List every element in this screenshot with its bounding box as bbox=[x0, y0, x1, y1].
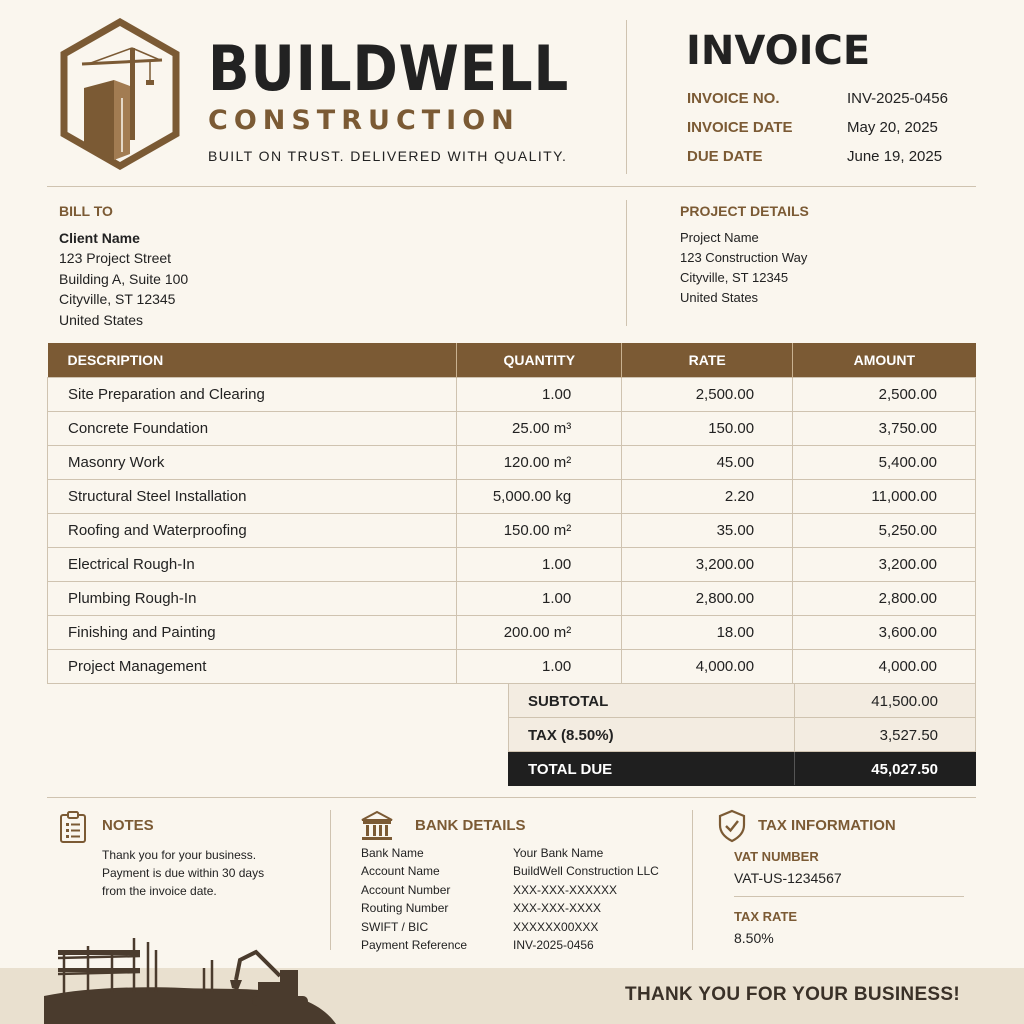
notes-line: Thank you for your business. bbox=[102, 848, 257, 862]
item-amount: 3,200.00 bbox=[793, 547, 976, 581]
bank-row-label: Account Number bbox=[361, 882, 451, 897]
project-line: Cityville, ST 12345 bbox=[680, 270, 789, 285]
bank-row bbox=[361, 883, 681, 901]
tax-info-title: TAX INFORMATION bbox=[758, 817, 896, 834]
table-row bbox=[48, 479, 976, 513]
item-description: Structural Steel Installation bbox=[48, 479, 457, 513]
bank-row bbox=[361, 846, 681, 864]
bank-row-label: Bank Name bbox=[361, 846, 424, 860]
item-quantity: 1.00 bbox=[457, 547, 622, 581]
table-row bbox=[48, 445, 976, 479]
item-quantity: 200.00 m² bbox=[457, 616, 622, 650]
tax-rate-label: TAX RATE bbox=[734, 909, 798, 924]
table-row bbox=[48, 513, 976, 547]
item-rate: 4,000.00 bbox=[622, 650, 793, 684]
item-description: Finishing and Painting bbox=[48, 616, 457, 650]
total-due-value: 45,027.50 bbox=[871, 761, 938, 778]
bill-to-line: United States bbox=[59, 311, 144, 328]
address-divider bbox=[626, 200, 627, 326]
bill-to-address bbox=[59, 228, 188, 330]
brand-tagline: BUILT ON TRUST. DELIVERED WITH QUALITY. bbox=[208, 148, 568, 164]
item-amount: 4,000.00 bbox=[793, 650, 976, 684]
item-description: Masonry Work bbox=[48, 445, 457, 479]
item-rate: 2,500.00 bbox=[622, 377, 793, 411]
thank-you-message: THANK YOU FOR YOUR BUSINESS! bbox=[625, 984, 960, 1005]
item-quantity: 120.00 m² bbox=[457, 445, 622, 479]
subtotal-label: SUBTOTAL bbox=[528, 693, 609, 710]
total-due-row bbox=[508, 752, 976, 786]
table-row bbox=[48, 411, 976, 445]
project-address bbox=[680, 228, 807, 308]
header-rule bbox=[47, 186, 976, 187]
item-rate: 150.00 bbox=[622, 411, 793, 445]
item-quantity: 5,000.00 kg bbox=[457, 479, 622, 513]
bill-to-line: Building A, Suite 100 bbox=[59, 270, 189, 287]
bank-row-value: XXX-XXX-XXXXXX bbox=[513, 882, 618, 897]
invoice-date-value: May 20, 2025 bbox=[847, 119, 938, 136]
brand-name: BUILDWELL bbox=[208, 32, 570, 105]
table-row bbox=[48, 616, 976, 650]
table-row bbox=[48, 582, 976, 616]
item-description: Site Preparation and Clearing bbox=[48, 377, 457, 411]
bill-to-line: Client Name bbox=[59, 230, 140, 246]
table-header-row bbox=[48, 343, 976, 377]
table-row bbox=[48, 650, 976, 684]
item-description: Roofing and Waterproofing bbox=[48, 513, 457, 547]
total-due-label: TOTAL DUE bbox=[528, 761, 613, 778]
project-line: 123 Construction Way bbox=[680, 250, 808, 265]
item-quantity: 150.00 m² bbox=[457, 513, 622, 547]
bottom-divider-2 bbox=[692, 810, 693, 950]
item-quantity: 1.00 bbox=[457, 650, 622, 684]
bank-row bbox=[361, 938, 681, 956]
item-amount: 5,400.00 bbox=[793, 445, 976, 479]
bank-row-label: Payment Reference bbox=[361, 937, 468, 952]
clipboard-icon bbox=[59, 811, 87, 843]
item-amount: 5,250.00 bbox=[793, 513, 976, 547]
due-date-label: DUE DATE bbox=[687, 148, 763, 165]
item-rate: 45.00 bbox=[622, 445, 793, 479]
brand-block bbox=[208, 32, 618, 164]
subtotal-row bbox=[508, 684, 976, 718]
company-logo-icon bbox=[58, 18, 182, 170]
invoice-number-label: INVOICE NO. bbox=[687, 90, 780, 107]
brand-subtitle: CONSTRUCTION bbox=[208, 105, 520, 136]
table-row bbox=[48, 547, 976, 581]
column-header-description: DESCRIPTION bbox=[48, 343, 457, 377]
item-rate: 18.00 bbox=[622, 616, 793, 650]
notes-text bbox=[102, 846, 264, 900]
header-divider bbox=[626, 20, 627, 174]
bank-row-value: INV-2025-0456 bbox=[513, 937, 594, 952]
bank-row bbox=[361, 920, 681, 938]
item-rate: 3,200.00 bbox=[622, 547, 793, 581]
footer-rule bbox=[47, 797, 976, 798]
bill-to-line: 123 Project Street bbox=[59, 250, 172, 267]
bank-details-title: BANK DETAILS bbox=[415, 817, 526, 834]
vat-number-value: VAT-US-1234567 bbox=[734, 870, 842, 886]
tax-info-rule bbox=[734, 896, 964, 897]
vat-number-label: VAT NUMBER bbox=[734, 849, 819, 864]
subtotal-value: 41,500.00 bbox=[871, 693, 938, 710]
notes-line: from the invoice date. bbox=[102, 884, 217, 898]
notes-line: Payment is due within 30 days bbox=[102, 866, 265, 880]
invoice-date-row bbox=[687, 119, 977, 139]
bank-row-value: BuildWell Construction LLC bbox=[513, 864, 659, 879]
bank-details-list bbox=[361, 846, 681, 956]
item-rate: 2.20 bbox=[622, 479, 793, 513]
totals-block bbox=[508, 684, 976, 786]
tax-value: 3,527.50 bbox=[879, 727, 938, 744]
invoice-title: INVOICE bbox=[686, 28, 871, 74]
bank-row-value: XXX-XXX-XXXX bbox=[513, 901, 602, 916]
column-header-quantity: QUANTITY bbox=[457, 343, 622, 377]
due-date-row bbox=[687, 148, 977, 168]
item-description: Electrical Rough-In bbox=[48, 547, 457, 581]
item-rate: 35.00 bbox=[622, 513, 793, 547]
invoice-number-value: INV-2025-0456 bbox=[847, 90, 948, 107]
project-line: United States bbox=[680, 290, 759, 305]
item-amount: 2,500.00 bbox=[793, 377, 976, 411]
project-details-label: PROJECT DETAILS bbox=[680, 203, 809, 219]
shield-check-icon bbox=[717, 809, 747, 843]
item-description: Project Management bbox=[48, 650, 457, 684]
item-amount: 11,000.00 bbox=[793, 479, 976, 513]
column-header-rate: RATE bbox=[622, 343, 793, 377]
bank-row-label: Account Name bbox=[361, 864, 440, 879]
tax-label: TAX (8.50%) bbox=[528, 727, 614, 744]
bank-icon bbox=[360, 810, 394, 842]
item-amount: 3,750.00 bbox=[793, 411, 976, 445]
item-quantity: 1.00 bbox=[457, 582, 622, 616]
item-amount: 3,600.00 bbox=[793, 616, 976, 650]
due-date-value: June 19, 2025 bbox=[847, 148, 943, 165]
bank-row bbox=[361, 901, 681, 919]
bank-row-value: XXXXXX00XXX bbox=[513, 919, 599, 934]
invoice-number-row bbox=[687, 90, 977, 110]
bank-row-label: Routing Number bbox=[361, 901, 449, 916]
bill-to-line: Cityville, ST 12345 bbox=[59, 291, 176, 308]
column-header-amount: AMOUNT bbox=[793, 343, 976, 377]
project-line: Project Name bbox=[680, 230, 759, 245]
tax-row bbox=[508, 718, 976, 752]
item-quantity: 25.00 m³ bbox=[457, 411, 622, 445]
tax-rate-value: 8.50% bbox=[734, 930, 774, 946]
item-description: Plumbing Rough-In bbox=[48, 582, 457, 616]
item-amount: 2,800.00 bbox=[793, 582, 976, 616]
bank-row-value: Your Bank Name bbox=[513, 846, 604, 860]
line-items-table bbox=[47, 343, 976, 684]
item-rate: 2,800.00 bbox=[622, 582, 793, 616]
notes-title: NOTES bbox=[102, 817, 154, 834]
table-row bbox=[48, 377, 976, 411]
item-description: Concrete Foundation bbox=[48, 411, 457, 445]
bill-to-label: BILL TO bbox=[59, 203, 113, 219]
item-quantity: 1.00 bbox=[457, 377, 622, 411]
bank-row bbox=[361, 864, 681, 882]
bank-row-label: SWIFT / BIC bbox=[361, 919, 429, 934]
bottom-divider-1 bbox=[330, 810, 331, 950]
invoice-date-label: INVOICE DATE bbox=[687, 119, 793, 136]
construction-silhouette-icon bbox=[44, 930, 336, 1024]
